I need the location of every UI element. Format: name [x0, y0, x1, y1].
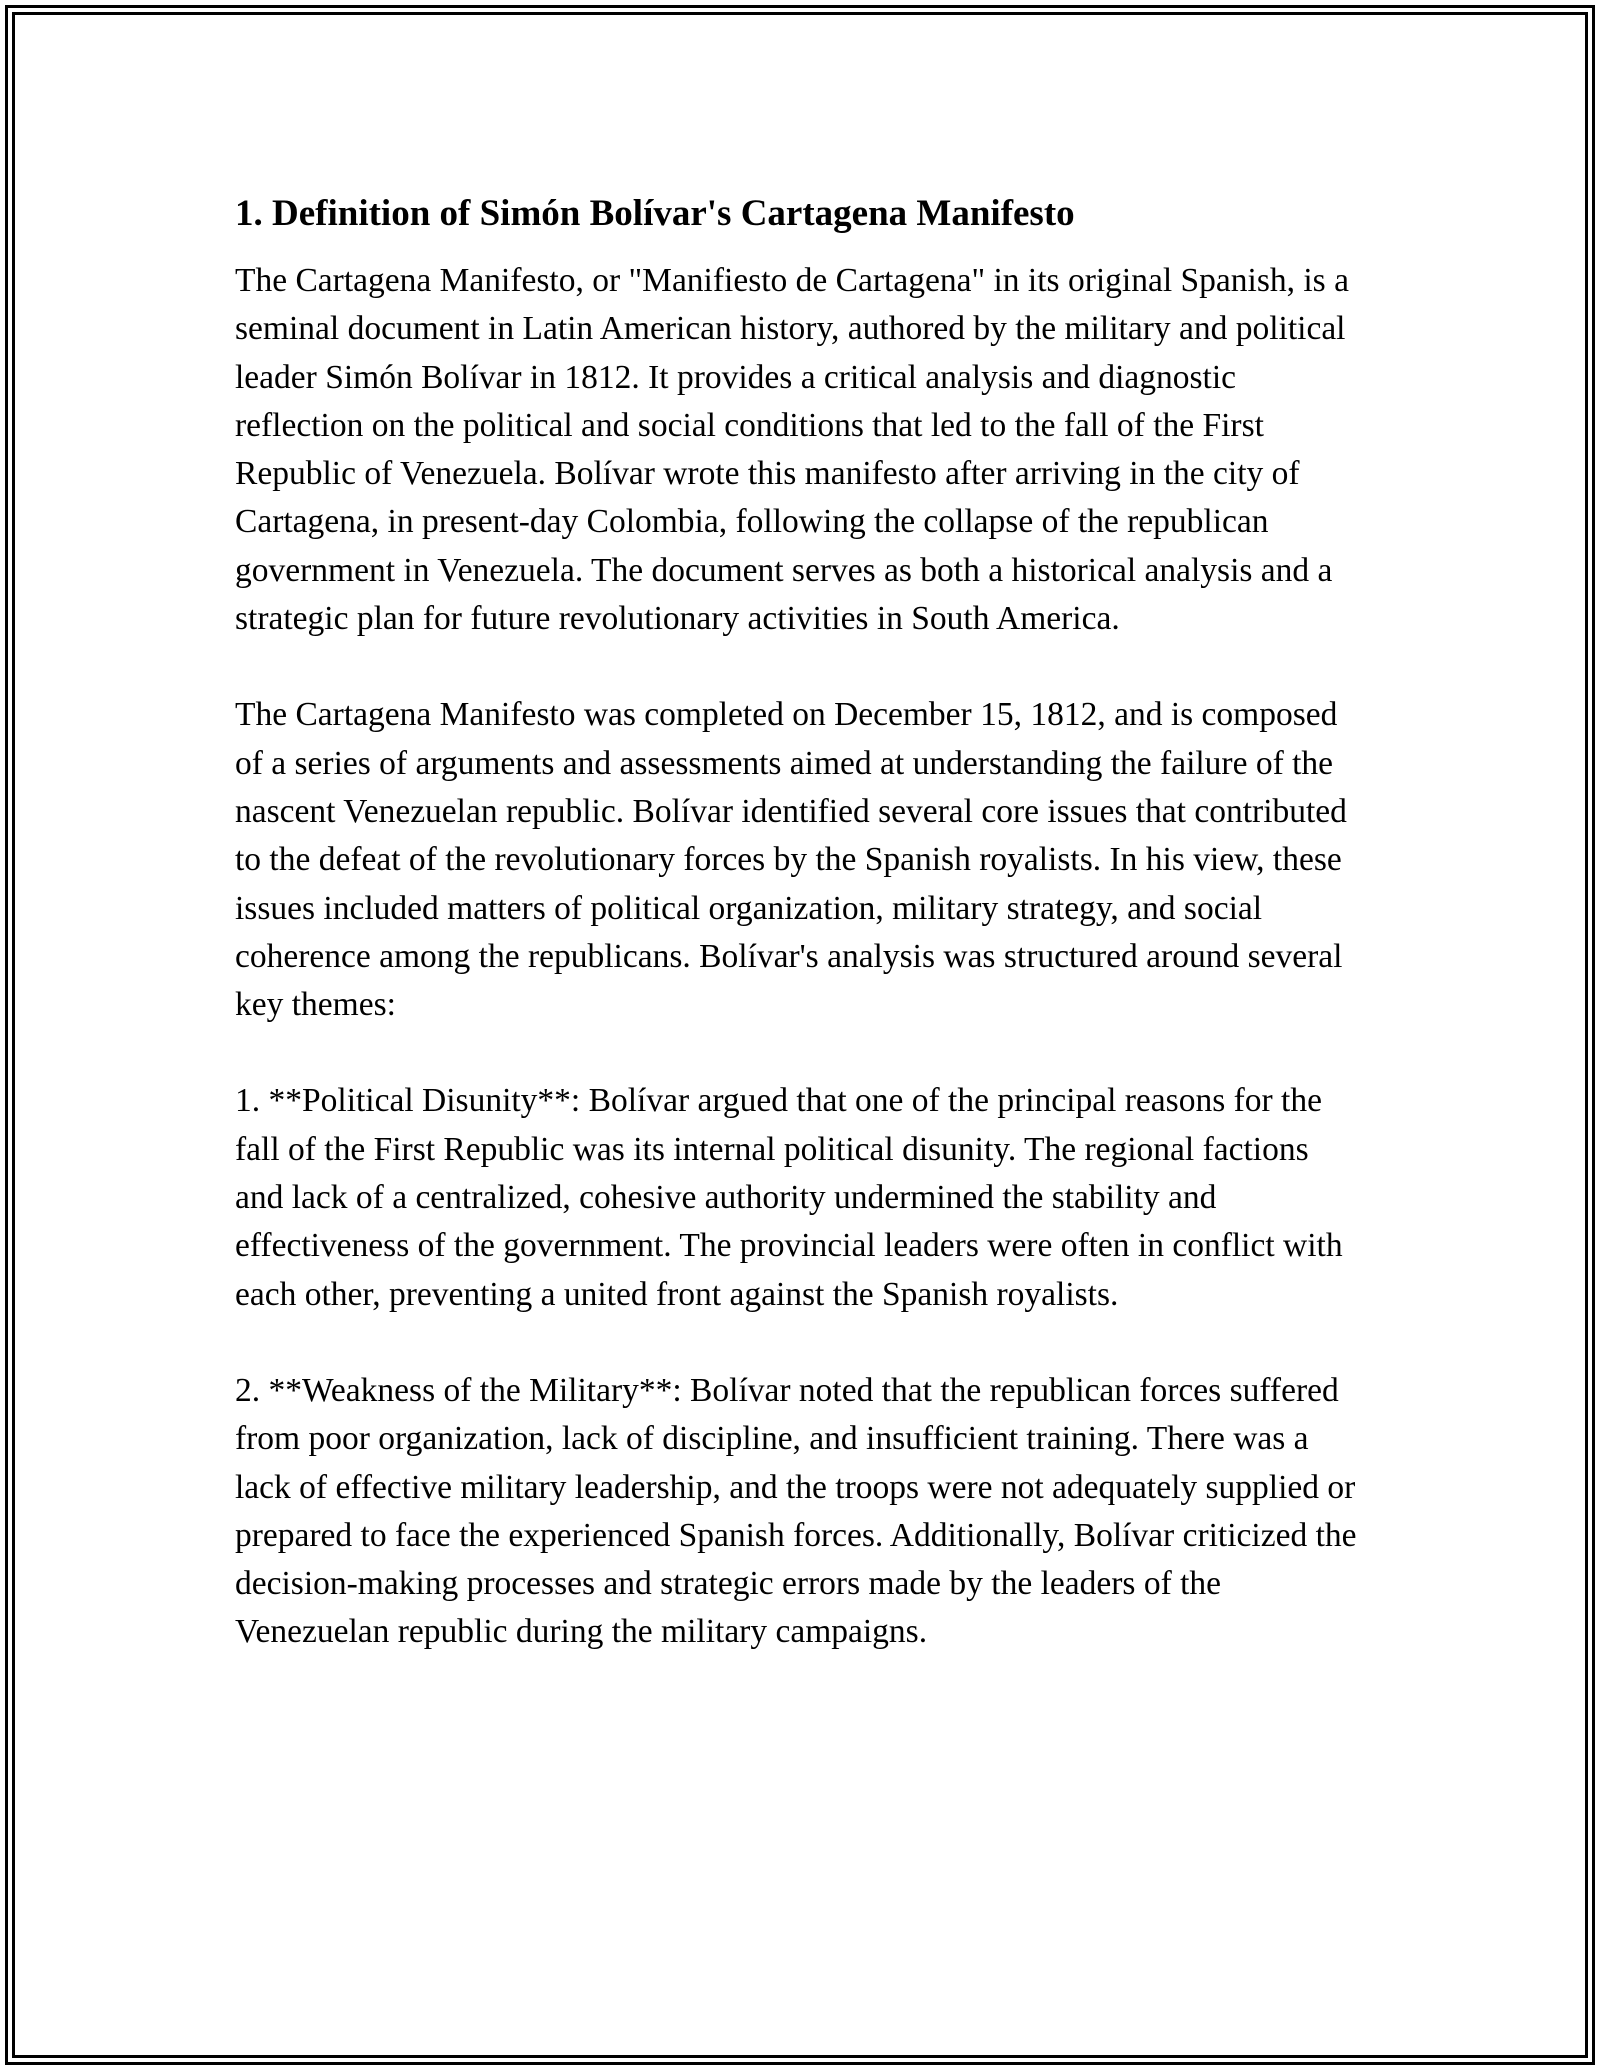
paragraph-intro: The Cartagena Manifesto, or "Manifiesto de Cartagena" in its original Spanish, is a seminal document in Latin American history, authored by the military and political leader Simón Bolívar in 1812. It provides a critical analysis and diagnostic reflection on the political and social conditions that led to the fall of the First Republic of Venezuela. Bolívar wrote this manifesto after arriving in the city of Cartagena, in present-day Colombia, following the collapse of the republican government in Venezuela. The document serves as both a historical analysis and a strategic plan for future revolutionary activities in South America.: [235, 262, 1349, 638]
section-heading: 1. Definition of Simón Bolívar's Cartagena Manifesto: [235, 193, 1075, 234]
paragraph-military-weakness: 2. **Weakness of the Military**: Bolívar noted that the republican forces suffered from poor organization, lack of discipline, and insufficient training. There was a lack of effective military leadership, and the troops were not adequately supplied or prepared to face the experienced Spanish forces. Additionally, Bolívar criticized the decision-making processes and strategic errors made by the leaders of the Venezuelan republic during the military campaigns.: [235, 1371, 1357, 1651]
paragraph-political-disunity: 1. **Political Disunity**: Bolívar argued that one of the principal reasons for the fall of the First Republic was its internal political disunity. The regional factions and lack of a centralized, cohesive authority undermined the stability and effectiveness of the government. The provincial leaders were often in conflict with each other, preventing a united front against the Spanish royalists.: [235, 1082, 1343, 1313]
paragraph-manifesto-summary: The Cartagena Manifesto was completed on December 15, 1812, and is composed of a series of arguments and assessments aimed at understanding the failure of the nascent Venezuelan republic. Bolívar identified several core issues that contributed to the defeat of the revolutionary forces by the Spanish royalists. In his view, these issues included matters of political organization, military strategy, and social coherence among the republicans. Bolívar's analysis was structured around several key themes:: [235, 696, 1347, 1024]
document-body: [235, 188, 1365, 1705]
